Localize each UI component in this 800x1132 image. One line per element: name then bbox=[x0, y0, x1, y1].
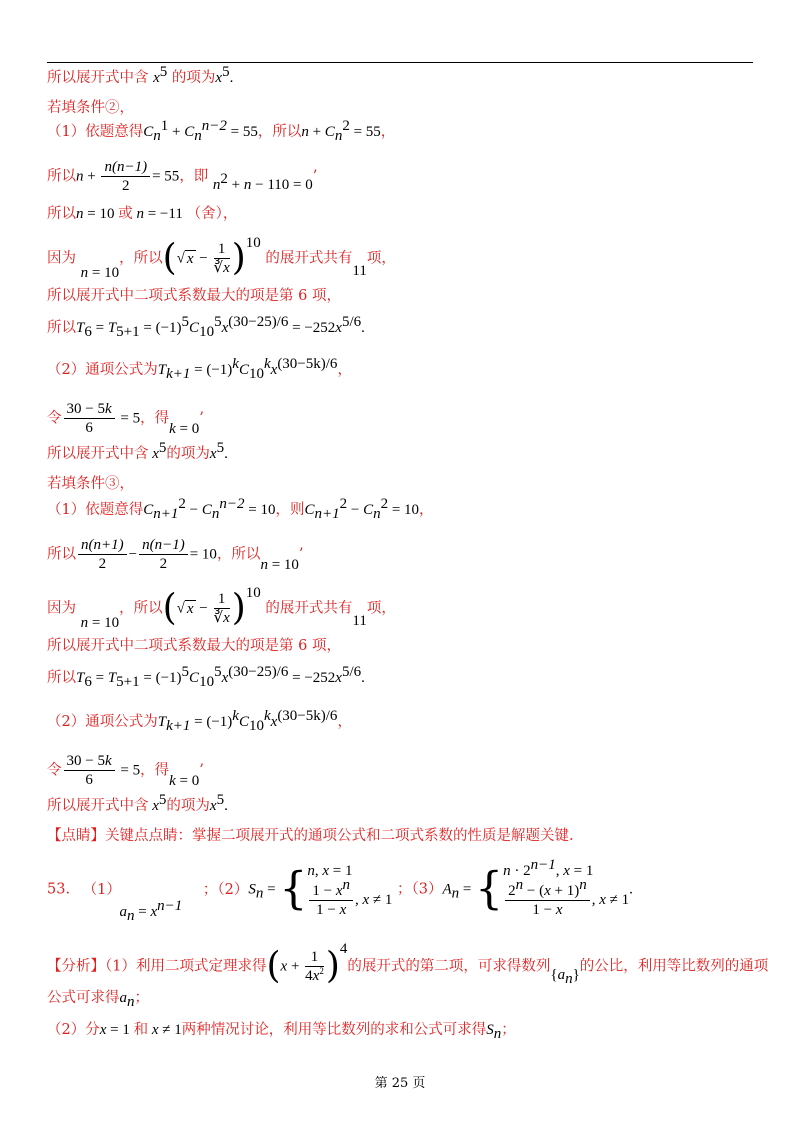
text: 的项为 bbox=[166, 798, 210, 814]
text-line: 所以$T_6 = T_{5+1} = (-1)^5C_{10}^5x^{(30-25)/6} = -252x^{5/6}$. bbox=[47, 664, 365, 690]
text: 所以展开式中含 bbox=[47, 70, 154, 86]
text: 所以展开式中含 bbox=[47, 798, 149, 814]
text: （2）通项公式为 bbox=[47, 362, 158, 378]
text: ，所以 bbox=[119, 600, 163, 617]
analysis-line: 【分析】（1）利用二项式定理求得(x + $\frac{1}{4x^2}$ )$^4$的展开式的第二项，可求得数列$\{a_n\}$的公比，利用等比数列的通项 bbox=[47, 940, 769, 987]
text-line: 令 $\frac{30 - 5k}{6}$ = 5，得k = 0’ bbox=[47, 753, 204, 789]
text: 的展开式共有 bbox=[265, 600, 353, 617]
text: 的展开式的第二项，可求得数列 bbox=[347, 958, 551, 975]
text: 项， bbox=[366, 250, 396, 267]
text: 或 bbox=[118, 206, 133, 222]
text-line: 所以展开式中含 $x^5$的项为$x^5$. bbox=[47, 440, 228, 462]
tip-label: 【点睛】 bbox=[47, 828, 105, 844]
text-line: 令 $\frac{30 - 5k}{6}$ = 5，得k = 0’ bbox=[47, 401, 204, 437]
text: 和 bbox=[133, 1022, 149, 1038]
text-line: 所以 $\frac{n(n+1)}{2}$ − $\frac{n(n-1)}{2}$ = 10，所以n = 10’ bbox=[47, 537, 304, 573]
text-line: 因为 n = 10，所以(√ x − $\frac{1}{∛x}$ )$^{10}$ 的展开式共有11项， bbox=[47, 584, 396, 631]
text: 所以 bbox=[47, 206, 76, 222]
text: 因为 bbox=[47, 600, 76, 617]
text-line: （2）通项公式为$T_{k+1} = (-1)^kC_{10}^kx^{(30-5k)/6}$， bbox=[47, 356, 352, 382]
text: ，即 bbox=[179, 168, 209, 185]
text-line: （1）依题意得$C_{n+1}^2 - C_n^{n-2} = 10$，则$C_{n+1}^2 - C_n^2 = 10$， bbox=[47, 496, 434, 522]
analysis-line: 公式可求得$a_n$； bbox=[47, 990, 149, 1010]
text: ；（3） bbox=[397, 881, 443, 898]
text-line: 所以展开式中二项式系数最大的项是第 6 项， bbox=[47, 288, 341, 304]
text: 的项为 bbox=[166, 446, 210, 462]
text: 项， bbox=[366, 600, 396, 617]
text: （舍）， bbox=[186, 206, 238, 222]
text: 11 bbox=[352, 262, 367, 279]
page-footer: 第 25 页 bbox=[374, 1076, 426, 1091]
text: （1）依题意得 bbox=[47, 124, 144, 140]
tip-line bbox=[47, 826, 574, 846]
text: ，则 bbox=[275, 502, 305, 518]
text-line: （1）依题意得$C_n^1 + C_n^{n-2} = 55$，所以$n + C_n^2 = 55$， bbox=[47, 118, 396, 144]
text: ，得 bbox=[140, 410, 170, 427]
text: （1）利用二项式定理求得 bbox=[105, 958, 267, 975]
text: 令 bbox=[47, 410, 62, 427]
text: ，得 bbox=[140, 762, 170, 779]
text: 11 bbox=[352, 612, 367, 629]
text: （1） bbox=[82, 881, 121, 898]
text: 的展开式共有 bbox=[265, 250, 353, 267]
text: ；（2） bbox=[202, 881, 249, 898]
analysis-label: 【分析】 bbox=[47, 958, 105, 975]
text: （2）分 bbox=[47, 1022, 100, 1038]
text: 的公比，利用等比数列的通项 bbox=[579, 958, 769, 975]
text: 所以 bbox=[47, 670, 76, 686]
text-line: 所以展开式中二项式系数最大的项是第 6 项， bbox=[47, 638, 341, 654]
text-line: 所以$T_6 = T_{5+1} = (-1)^5C_{10}^5x^{(30-25)/6} = -252x^{5/6}$. bbox=[47, 314, 365, 340]
question-number: 53. bbox=[47, 881, 71, 898]
top-rule bbox=[47, 62, 753, 63]
text: 所以 bbox=[47, 168, 76, 185]
text: 令 bbox=[47, 762, 62, 779]
text: ，所以 bbox=[216, 546, 261, 563]
text-line: 所以n + $\frac{n(n-1)}{2}$ = 55，即 $n^2 + n - 110 = 0$’ bbox=[47, 159, 318, 194]
text: 因为 bbox=[47, 250, 76, 267]
text: ，所以 bbox=[257, 124, 302, 140]
tip-text: 关键点点睛：掌握二项展开式的通项公式和二项式系数的性质是解题关键. bbox=[105, 828, 574, 844]
text: 两种情况讨论，利用等比数列的求和公式可求得 bbox=[181, 1022, 487, 1038]
text: （2）通项公式为 bbox=[47, 714, 158, 730]
text: 所以 bbox=[47, 320, 76, 336]
text: 所以展开式中含 bbox=[47, 446, 149, 462]
text-line: 所以展开式中含 $x^5$的项为$x^5$. bbox=[47, 792, 228, 814]
answer-53: 53. （1） $a_n = x^{n-1}$ ；$(2)S_n$ = { n, x = 1 $\frac{1 - x^n}{1 - x}$ , x ≠ 1 ；$(3)A_n$ = { $n \cdot 2^{n-1}$, x = 1 $\frac{2^n - (x + 1)^n}{1 - x}$ , x ≠ 1 . bbox=[47, 857, 633, 924]
text: ，所以 bbox=[119, 250, 163, 267]
text-line: 所以n = 10 或 n = −11 （舍）， bbox=[47, 206, 238, 222]
text-line: 因为 n = 10，所以(√ x − $\frac{1}{∛x}$ )$^{10}$ 的展开式共有11项， bbox=[47, 234, 396, 281]
text-line: 若填条件③， bbox=[47, 476, 134, 492]
text-line: 所以展开式中含 $x^5$ 的项为$x^5$. bbox=[47, 64, 234, 86]
text-line: 若填条件②， bbox=[47, 100, 134, 116]
text: （1）依题意得 bbox=[47, 502, 144, 518]
text-line: （2）通项公式为$T_{k+1} = (-1)^kC_{10}^kx^{(30-5k)/6}$， bbox=[47, 708, 352, 734]
text: 公式可求得 bbox=[47, 990, 120, 1006]
text: 所以 bbox=[47, 546, 76, 563]
analysis-line: （2）分x = 1 和 x ≠ 1两种情况讨论，利用等比数列的求和公式可求得$S_n$； bbox=[47, 1022, 516, 1042]
